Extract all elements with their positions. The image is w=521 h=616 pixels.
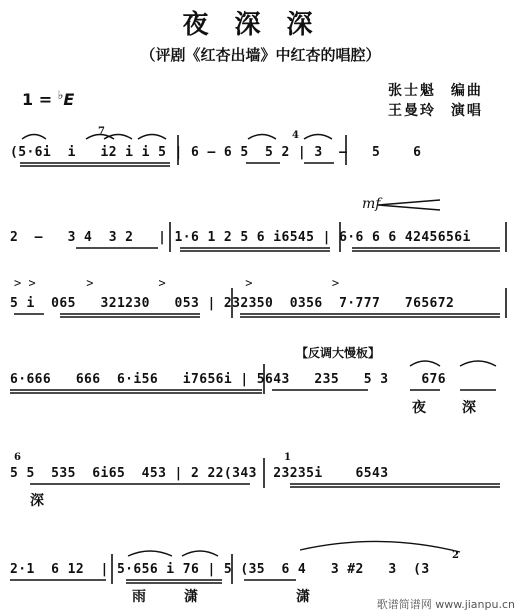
slur-mark (182, 551, 218, 556)
slur-mark (128, 551, 172, 556)
lyric-char: 夜 (412, 400, 426, 416)
score-line-4: 6·666 666 6·i56 i7656i | 5643 235 5 3 676 (10, 372, 447, 387)
singer-name: 王曼玲 (388, 103, 436, 119)
slur-mark (410, 361, 440, 366)
grace-note: 4 (292, 130, 299, 141)
watermark: 歌谱简谱网 www.jianpu.cn (376, 598, 515, 611)
singer-role: 演唱 (450, 103, 483, 119)
key-signature (22, 88, 74, 109)
score-line-3: 5 i 065 321230 053 | 232350 0356 7·777 765672 (10, 296, 455, 311)
dynamic-marking: mf (362, 196, 381, 212)
flat-sign: ♭ (57, 88, 64, 102)
crescendo-mark (378, 200, 440, 210)
slur-mark (248, 135, 276, 140)
lyric-char: 深 (462, 400, 476, 416)
singer-credit (388, 100, 483, 120)
slur-mark (22, 135, 46, 140)
lyric-char: 潇 (184, 589, 198, 605)
score-line-6: 2·1 6 12 | 5·656 i 76 | 5 (35 6 4 3 #2 3 (3 (10, 562, 430, 577)
slur-mark (138, 135, 166, 140)
section-label: 【反调大慢板】 (296, 346, 381, 360)
grace-note: 6 (14, 452, 21, 463)
lyric-char: 潇 (296, 589, 310, 605)
song-title: 夜深深 (182, 10, 339, 40)
grace-note: 1 (284, 452, 291, 463)
score-line-2: 2 — 3 4 3 2 | 1·6 1 2 5 6 i6545 | 6·6 6 6 4245656i (10, 230, 471, 245)
score-line-1: (5·6i i i2 i i 5 | 6 — 6 5 5 2 | 3 — 5 6 (10, 145, 422, 160)
arranger-credit (388, 80, 483, 100)
arranger-role: 编曲 (450, 83, 483, 99)
key-prefix: 1 = (22, 90, 53, 109)
grace-note: 7 (98, 126, 105, 137)
slur-mark (304, 135, 332, 140)
score-line-5: 5 5 535 6i65 453 | 2 22(343 23235i 6543 (10, 466, 389, 481)
grace-note: 2 (452, 550, 459, 561)
song-subtitle: （评剧《红杏出墙》中红杏的唱腔） (140, 46, 381, 64)
lyric-char: 雨 (132, 589, 146, 605)
key-note: E (63, 90, 75, 109)
arranger-name: 张士魁 (388, 83, 436, 99)
slur-mark (300, 541, 460, 552)
slur-mark (104, 135, 132, 140)
lyric-char: 深 (30, 493, 44, 509)
slur-mark (460, 361, 496, 366)
accent-marks: > > > > > > (14, 276, 340, 290)
